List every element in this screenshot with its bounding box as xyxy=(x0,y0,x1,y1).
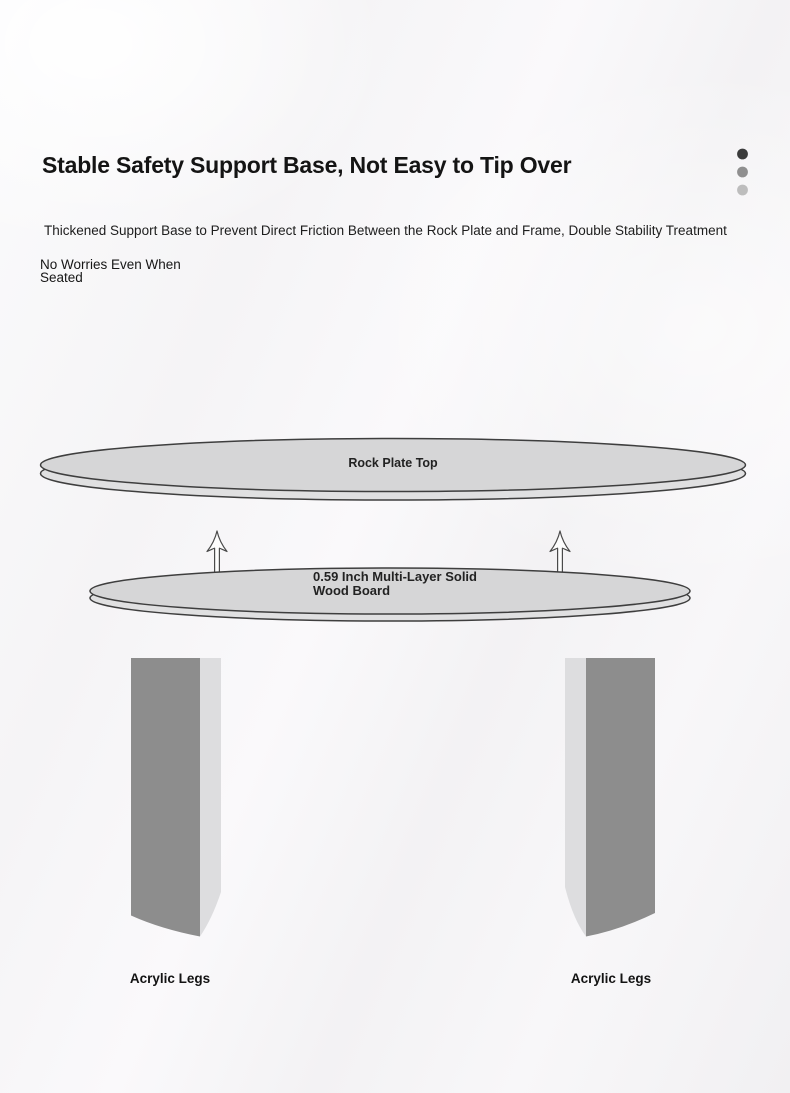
note-text xyxy=(40,258,181,284)
wood-board-label-line-1: 0.59 Inch Multi-Layer Solid xyxy=(313,569,477,584)
wood-board-label-line-2: Wood Board xyxy=(313,583,391,598)
pagination-dot-icon xyxy=(737,185,748,196)
right-leg-graphic xyxy=(565,658,655,939)
page-title: Stable Safety Support Base, Not Easy to Tip Over xyxy=(42,152,572,178)
note-line-1: No Worries Even When xyxy=(40,257,181,272)
leg-side-face xyxy=(565,658,586,937)
rock-plate-top-label: Rock Plate Top xyxy=(348,456,438,470)
note-line-2: Seated xyxy=(40,270,83,285)
pagination-dot-icon xyxy=(737,167,748,178)
left-leg-graphic xyxy=(131,658,221,939)
leg-front-face xyxy=(131,658,200,937)
leg-front-face xyxy=(586,658,655,937)
right-leg-label: Acrylic Legs xyxy=(570,971,652,986)
leg-side-face xyxy=(200,658,221,937)
rock-plate-top-disc xyxy=(37,436,749,508)
subtitle: Thickened Support Base to Prevent Direct Friction Between the Rock Plate and Frame, Double Stability Treatment xyxy=(44,223,727,238)
wood-board-disc xyxy=(88,566,692,624)
wood-board-label xyxy=(313,570,477,598)
pagination-dots xyxy=(736,148,749,196)
rock-plate-disc-graphic xyxy=(37,436,749,508)
left-leg-label: Acrylic Legs xyxy=(129,971,211,986)
pagination-dot-icon xyxy=(737,149,748,160)
